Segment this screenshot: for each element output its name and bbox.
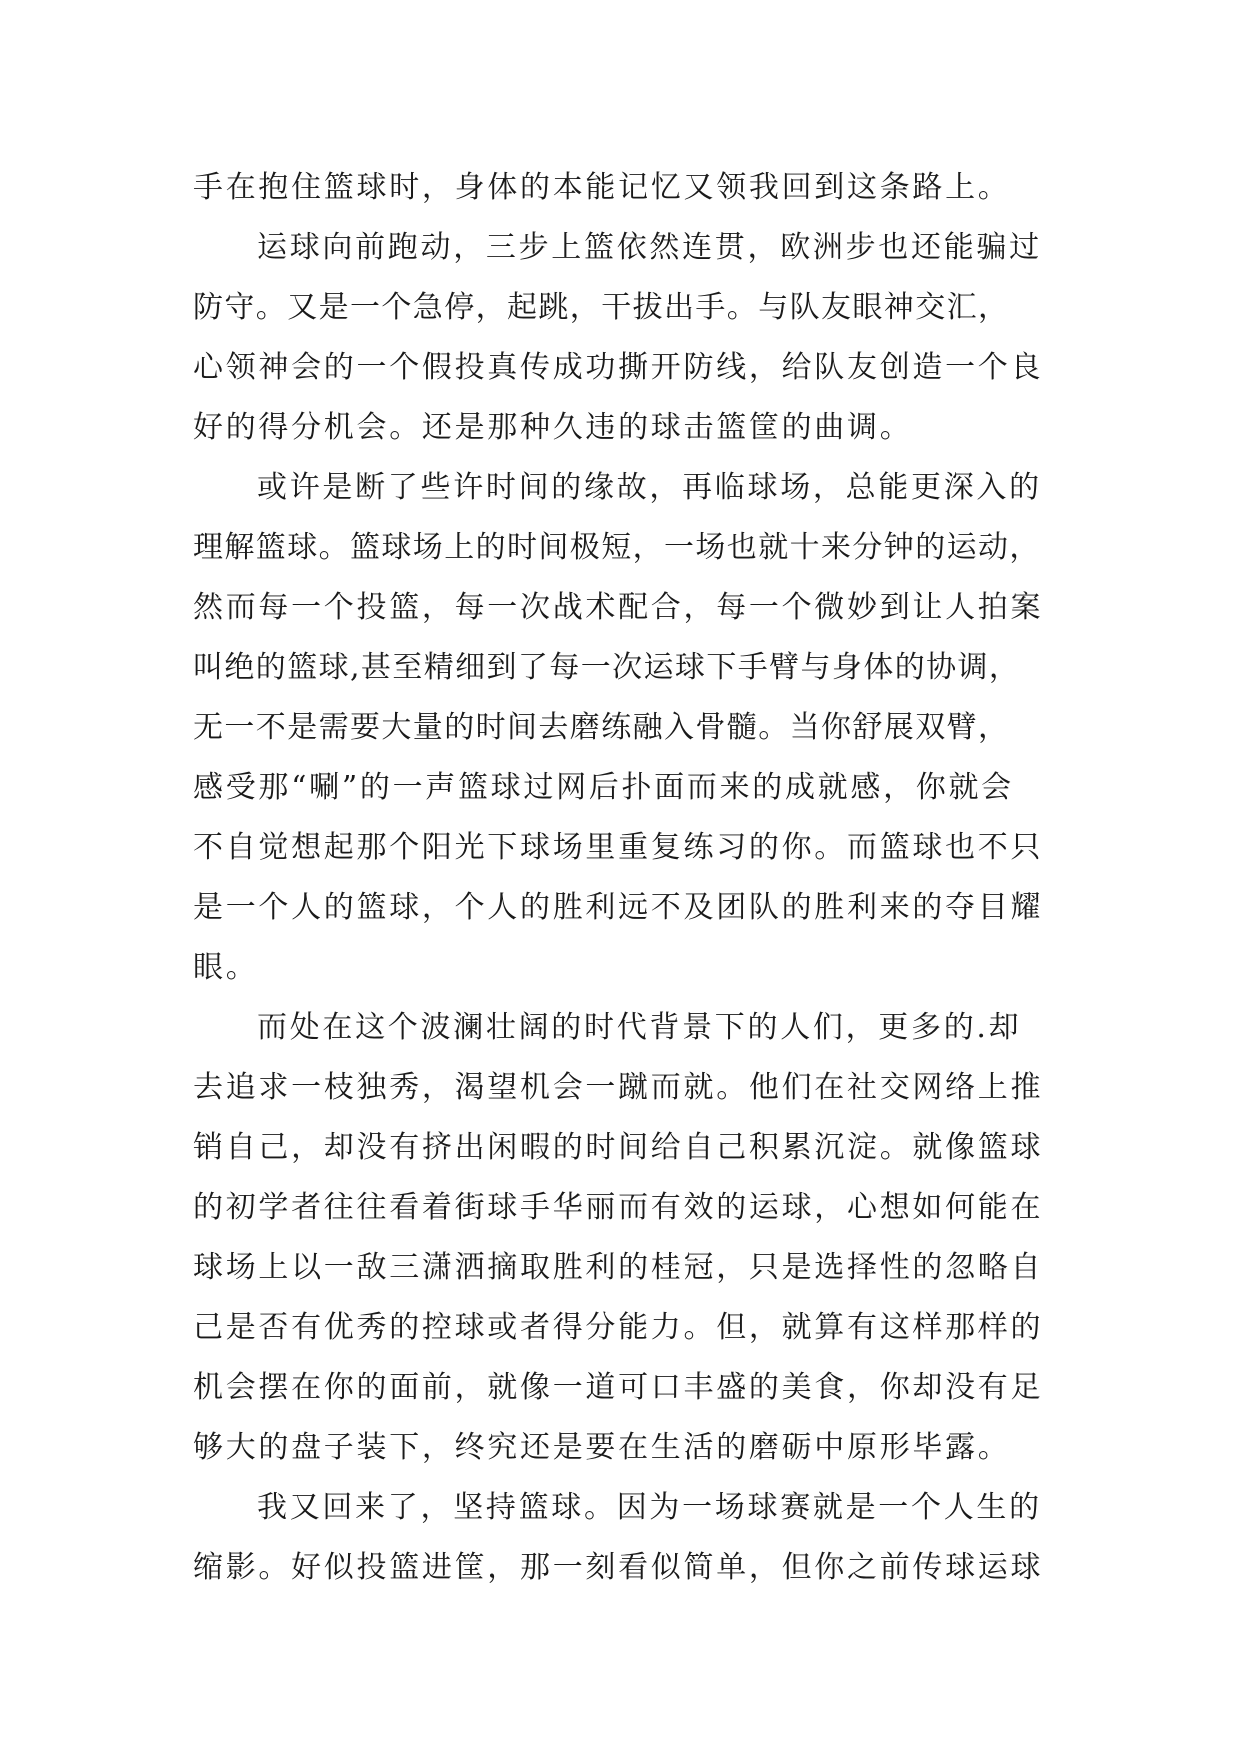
text-line: 的初学者往往看着街球手华丽而有效的运球，心想如何能在	[193, 1190, 1044, 1225]
text-line: 或许是断了些许时间的缘故，再临球场，总能更深入的	[257, 470, 1042, 505]
text-line: 销自己，却没有挤出闲暇的时间给自己积累沉淀。就像篮球	[193, 1130, 1044, 1165]
text-line: 机会摆在你的面前，就像一道可口丰盛的美食，你却没有足	[193, 1370, 1044, 1405]
text-line: 去追求一枝独秀，渴望机会一蹴而就。他们在社交网络上推	[193, 1070, 1044, 1105]
body-text	[193, 158, 1053, 1598]
text-line: 而处在这个波澜壮阔的时代背景下的人们，更多的.却	[257, 1010, 1022, 1045]
text-line: 好的得分机会。还是那种久违的球击篮筐的曲调。	[193, 410, 913, 445]
text-line: 我又回来了，坚持篮球。因为一场球赛就是一个人生的	[257, 1490, 1042, 1525]
text-line: 防守。又是一个急停，起跳，干拔出手。与队友眼神交汇，	[193, 290, 1010, 325]
text-line: 眼。	[193, 950, 259, 985]
text-line: 不自觉想起那个阳光下球场里重复练习的你。而篮球也不只	[193, 830, 1044, 865]
text-line: 然而每一个投篮，每一次战术配合，每一个微妙到让人拍案	[193, 590, 1044, 625]
text-line: 理解篮球。篮球场上的时间极短，一场也就十来分钟的运动，	[193, 530, 1041, 565]
text-line: 叫绝的篮球,甚至精细到了每一次运球下手臂与身体的协调，	[193, 650, 1021, 685]
text-line: 心领神会的一个假投真传成功撕开防线，给队友创造一个良	[193, 350, 1044, 385]
text-line: 手在抱住篮球时，身体的本能记忆又领我回到这条路上。	[193, 170, 1011, 205]
text-line: 缩影。好似投篮进筐，那一刻看似简单，但你之前传球运球	[193, 1550, 1044, 1585]
text-line: 运球向前跑动，三步上篮依然连贯，欧洲步也还能骗过	[257, 230, 1042, 265]
text-line: 是一个人的篮球，个人的胜利远不及团队的胜利来的夺目耀	[193, 890, 1044, 925]
text-line: 无一不是需要大量的时间去磨练融入骨髓。当你舒展双臂，	[193, 710, 1010, 745]
text-line: 球场上以一敌三潇洒摘取胜利的桂冠，只是选择性的忽略自	[193, 1250, 1044, 1285]
text-line: 己是否有优秀的控球或者得分能力。但，就算有这样那样的	[193, 1310, 1044, 1345]
text-line: 够大的盘子装下，终究还是要在生活的磨砺中原形毕露。	[193, 1430, 1011, 1465]
text-line: 感受那“唰”的一声篮球过网后扑面而来的成就感，你就会	[193, 770, 1014, 805]
